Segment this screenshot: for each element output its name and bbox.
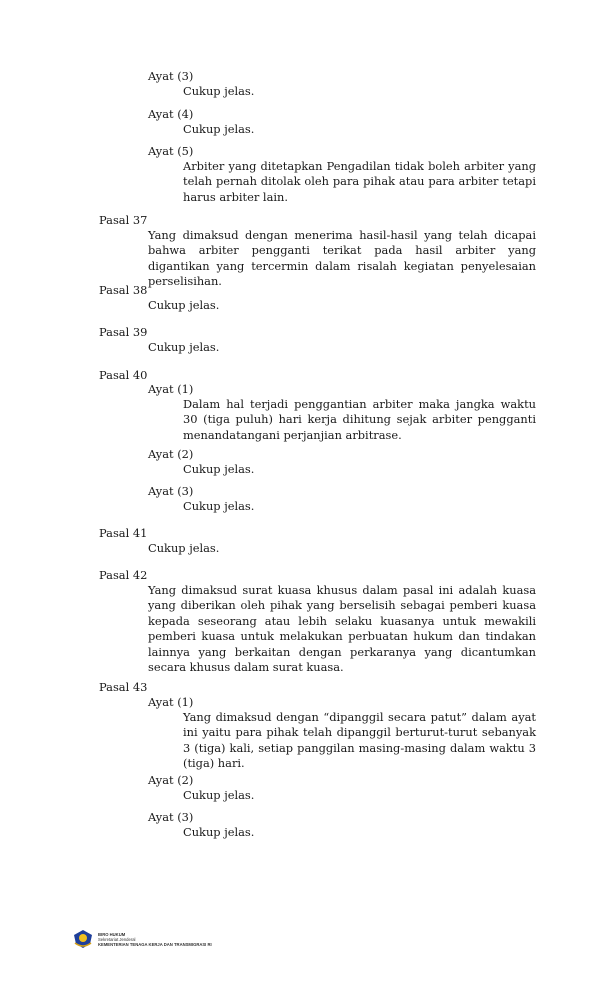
pasal-heading: Pasal 39 <box>99 325 148 339</box>
pasal-heading: Pasal 42 <box>99 568 148 582</box>
ayat-explanation: Cukup jelas. <box>183 122 255 136</box>
ayat-explanation: Cukup jelas. <box>183 788 255 802</box>
pasal-explanation: Cukup jelas. <box>148 541 220 555</box>
pasal-heading: Pasal 40 <box>99 368 148 382</box>
footer-line-3: KEMENTERIAN TENAGA KERJA DAN TRANSMIGRASI RI <box>98 941 212 947</box>
pasal-explanation: Cukup jelas. <box>148 298 220 312</box>
pasal-heading: Pasal 37 <box>99 213 148 227</box>
pasal-explanation: Cukup jelas. <box>148 340 220 354</box>
footer <box>72 929 212 949</box>
ayat-heading: Ayat (1) <box>148 382 194 396</box>
ayat-heading: Ayat (3) <box>148 484 194 498</box>
ayat-heading: Ayat (4) <box>148 107 194 121</box>
ayat-explanation: Dalam hal terjadi penggantian arbiter maka jangka waktu 30 (tiga puluh) hari kerja dihitung sejak arbiter pengganti menandatangani perjanjian arbitrase. <box>183 397 536 442</box>
pasal-explanation: Yang dimaksud dengan menerima hasil-hasil yang telah dicapai bahwa arbiter pengganti terikat pada hasil arbiter yang digantikan yang tercermin dalam risalah kegiatan penyelesaian perselisihan. <box>148 228 536 289</box>
pasal-heading: Pasal 41 <box>99 526 148 540</box>
ayat-heading: Ayat (2) <box>148 773 194 787</box>
footer-line-1: BIRO HUKUM <box>98 931 126 937</box>
ayat-heading: Ayat (1) <box>148 695 194 709</box>
pasal-heading: Pasal 43 <box>99 680 148 694</box>
pasal-heading: Pasal 38 <box>99 283 148 297</box>
ayat-explanation: Cukup jelas. <box>183 462 255 476</box>
ayat-explanation: Arbiter yang ditetapkan Pengadilan tidak boleh arbiter yang telah pernah ditolak oleh para pihak atau para arbiter tetapi harus arbiter lain. <box>183 159 536 204</box>
ayat-heading: Ayat (3) <box>148 69 194 83</box>
ministry-logo-icon <box>72 929 94 949</box>
ayat-explanation: Cukup jelas. <box>183 825 255 839</box>
ayat-heading: Ayat (3) <box>148 810 194 824</box>
ayat-explanation: Cukup jelas. <box>183 499 255 513</box>
ayat-heading: Ayat (2) <box>148 447 194 461</box>
pasal-explanation: Yang dimaksud surat kuasa khusus dalam pasal ini adalah kuasa yang diberikan oleh pihak yang berselisih sebagai pemberi kuasa kepada seseorang atau lebih selaku kuasanya untuk mewakili pemberi kuasa untuk melakukan perbuatan hukum dan tindakan lainnya yang berkaitan dengan perkaranya yang dicantumkan secara khusus dalam surat kuasa. <box>148 583 536 675</box>
ayat-heading: Ayat (5) <box>148 144 194 158</box>
footer-line-2: Sekretariat Jenderal <box>98 936 136 942</box>
ayat-explanation: Yang dimaksud dengan “dipanggil secara patut” dalam ayat ini yaitu para pihak telah dipanggil berturut-turut sebanyak 3 (tiga) kali, setiap panggilan masing-masing dalam waktu 3 (tiga) hari. <box>183 710 536 771</box>
ayat-explanation: Cukup jelas. <box>183 84 255 98</box>
